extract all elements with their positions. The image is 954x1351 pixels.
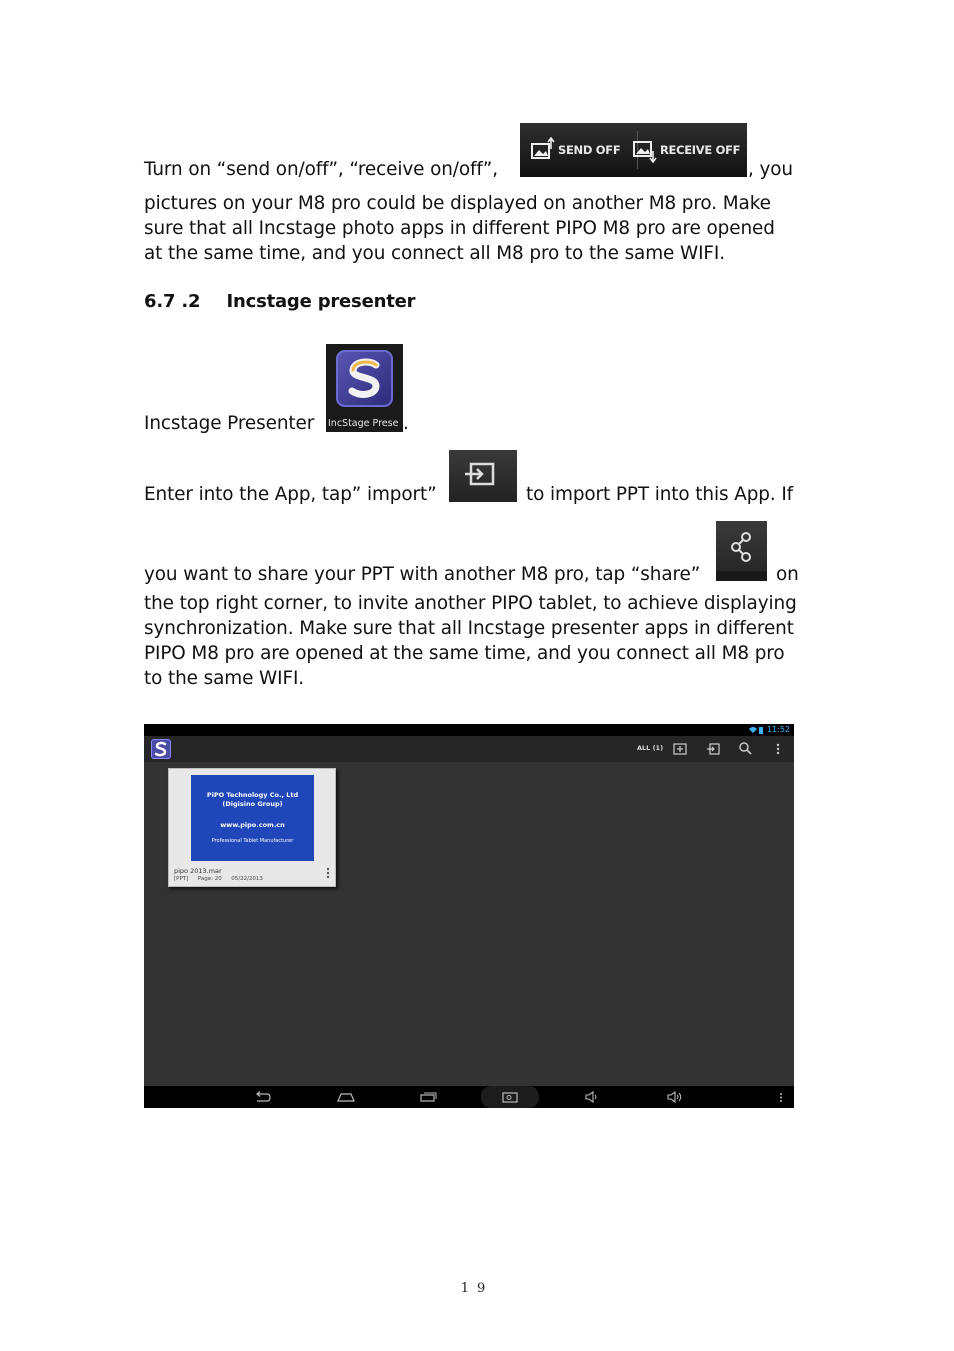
app-logo-icon[interactable] (151, 739, 171, 759)
import-icon[interactable] (706, 742, 720, 756)
file-type: [PPT] (174, 876, 189, 882)
para2-line1-start: Enter into the App, tap” import” (144, 484, 437, 505)
send-toggle (530, 123, 620, 177)
para2-line1-end: to import PPT into this App. If (526, 484, 794, 505)
receive-picture-icon (632, 137, 658, 163)
para2-line2-start: you want to share your PPT with another M8 pro, tap “share” (144, 564, 701, 585)
section-heading (144, 291, 415, 312)
share-button-image (716, 521, 767, 581)
para1-line2: pictures on your M8 pro could be displayed on another M8 pro. Make (144, 193, 771, 214)
para2-line3: the top right corner, to invite another PIPO tablet, to achieve displaying (144, 593, 797, 614)
status-time: 11:52 (766, 725, 790, 734)
para2-line2-end: on (776, 564, 799, 585)
tablet-screenshot (144, 724, 794, 1108)
para2-line6: to the same WIFI. (144, 668, 305, 689)
send-picture-icon (530, 137, 556, 163)
section-number: 6.7 .2 (144, 291, 201, 312)
slide-website: www.pipo.com.cn (220, 821, 285, 829)
file-date: 05/22/2013 (231, 876, 263, 882)
screenshot-button[interactable] (481, 1086, 539, 1108)
para2-line4: synchronization. Make sure that all Incstage presenter apps in different (144, 618, 794, 639)
file-name: pipo 2013.mar (174, 867, 222, 875)
send-toggle-label: SEND OFF (558, 143, 621, 157)
document-grid (144, 762, 794, 1086)
para1-line3: sure that all Incstage photo apps in different PIPO M8 pro are opened (144, 218, 775, 239)
app-icon-label: IncStage Prese (328, 418, 399, 429)
navigation-bar (144, 1086, 794, 1108)
para1-line4: at the same time, and you connect all M8 pro to the same WIFI. (144, 243, 725, 264)
receive-toggle (632, 123, 740, 177)
all-count-filter[interactable]: ALL (1) (637, 744, 664, 752)
file-meta (174, 876, 263, 882)
para1-line1-start: Turn on “send on/off”, “receive on/off”, (144, 159, 498, 180)
incstage-logo-icon (336, 350, 393, 407)
presenter-label: Incstage Presenter (144, 413, 315, 434)
home-icon[interactable] (336, 1091, 356, 1103)
page-number: 19 (460, 1281, 494, 1296)
section-title: Incstage presenter (226, 291, 416, 312)
import-icon (449, 450, 517, 502)
receive-toggle-label: RECEIVE OFF (660, 143, 741, 157)
add-icon[interactable] (673, 742, 687, 756)
overflow-menu-icon[interactable] (775, 742, 781, 756)
send-receive-toggles-image (520, 123, 747, 177)
ppt-file-card[interactable] (168, 768, 336, 887)
slide-thumbnail (191, 775, 314, 861)
file-pages: Page: 20 (197, 876, 222, 882)
slide-company: PiPO Technology Co., Ltd (206, 791, 299, 799)
para2-line5: PIPO M8 pro are opened at the same time, and you connect all M8 pro (144, 643, 785, 664)
back-icon[interactable] (254, 1091, 272, 1103)
nav-menu-icon[interactable] (779, 1092, 783, 1103)
share-icon (716, 521, 767, 581)
camera-icon (501, 1091, 519, 1103)
slide-group: (Digisino Group) (222, 800, 283, 808)
volume-up-icon[interactable] (666, 1091, 684, 1103)
status-bar (144, 724, 794, 736)
presenter-period: . (403, 413, 409, 434)
recent-apps-icon[interactable] (419, 1091, 437, 1103)
action-bar (144, 736, 794, 762)
para1-line1-end: , you (748, 159, 793, 180)
wifi-icon (748, 726, 764, 734)
incstage-app-icon (326, 344, 403, 432)
volume-down-icon[interactable] (584, 1091, 600, 1103)
search-icon[interactable] (738, 741, 753, 756)
slide-tagline: Professional Tablet Manufacturer (211, 838, 294, 844)
import-button-image (449, 450, 517, 502)
card-menu-icon[interactable] (326, 867, 330, 879)
